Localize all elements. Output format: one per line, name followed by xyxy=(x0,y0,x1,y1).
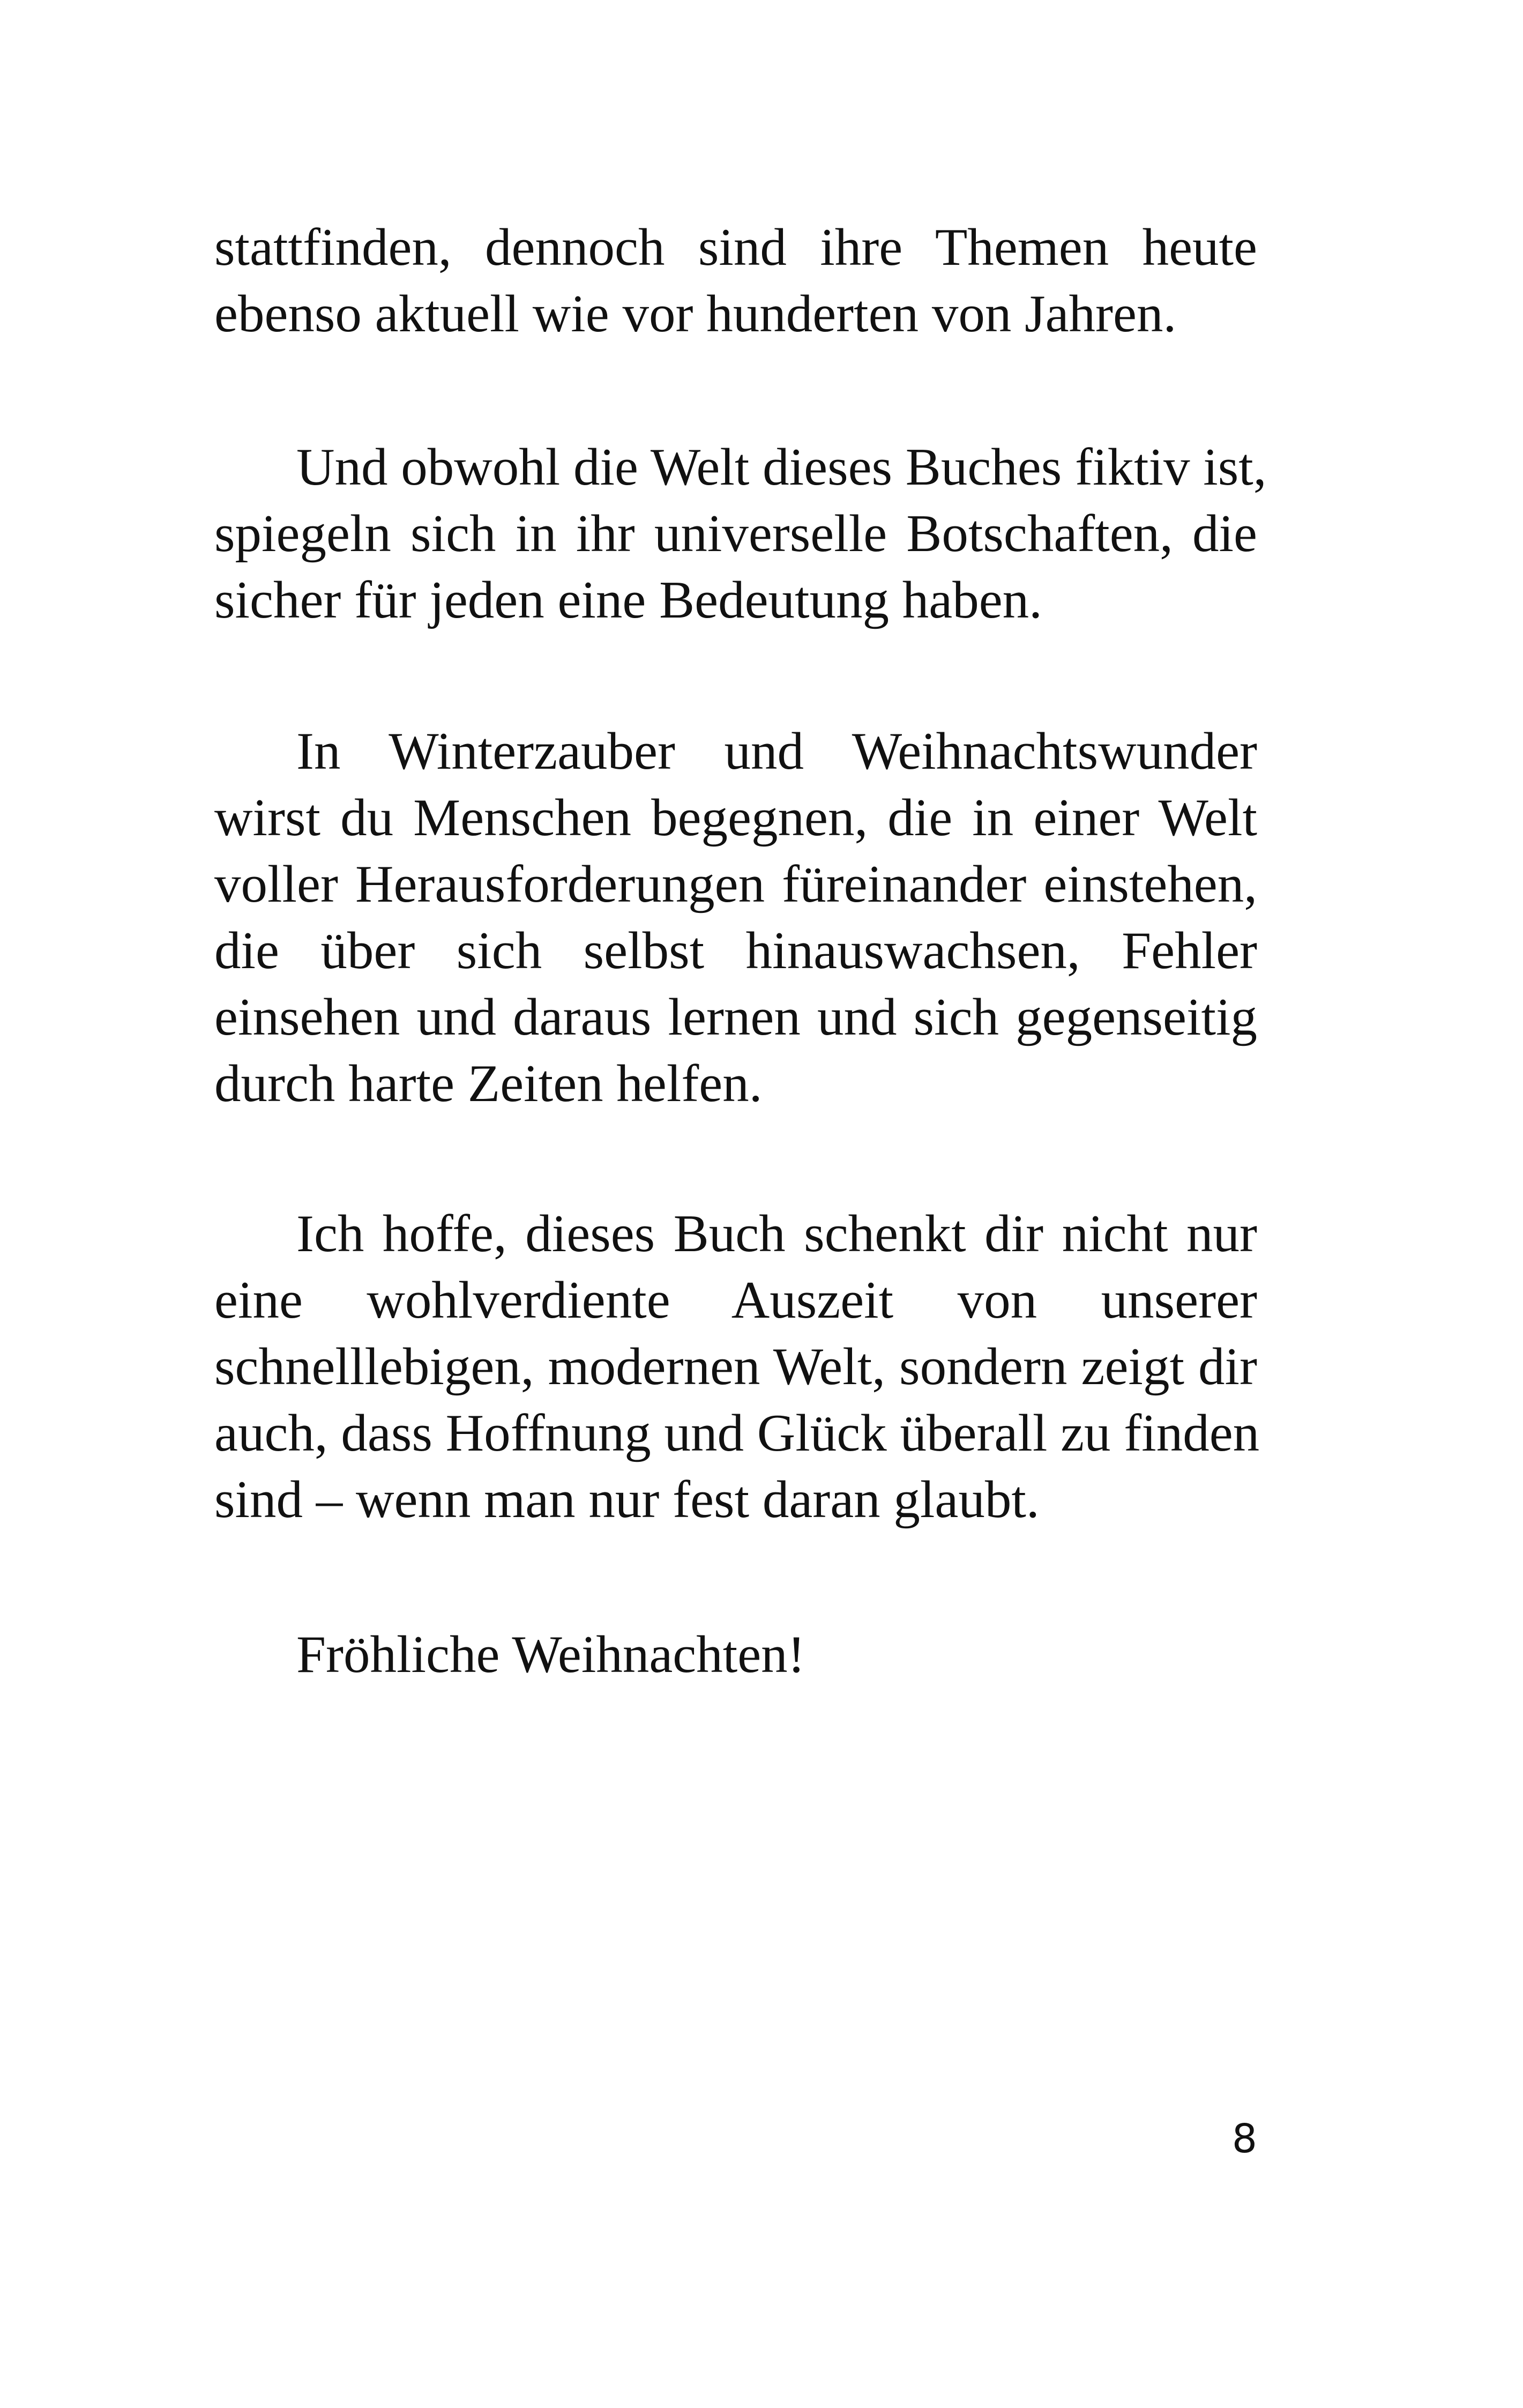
closing-greeting: Fröhliche Weihnachten! xyxy=(296,1625,805,1684)
paragraph-5 xyxy=(214,1622,1257,1688)
text-line: stattfinden, dennoch sind ihre Themen heute xyxy=(214,218,1257,277)
text-line: einsehen und daraus lernen und sich gegenseitig xyxy=(214,988,1257,1046)
text-line: eine wohlverdiente Auszeit von unserer xyxy=(214,1271,1257,1329)
text-line: auch, dass Hoffnung und Glück überall zu finden xyxy=(214,1404,1260,1462)
text-line: sind – wenn man nur fest daran glaubt. xyxy=(214,1470,1040,1529)
paragraph-1 xyxy=(214,214,1257,347)
paragraph-3 xyxy=(214,718,1257,1117)
page-number: 8 xyxy=(1231,2116,1257,2162)
text-line: voller Herausforderungen füreinander einstehen, xyxy=(214,855,1257,913)
text-line: schnelllebigen, modernen Welt, sondern zeigt dir xyxy=(214,1337,1257,1396)
paragraph-4 xyxy=(214,1201,1260,1533)
text-line: ebenso aktuell wie vor hunderten von Jahren. xyxy=(214,285,1177,343)
text-line: Ich hoffe, dieses Buch schenkt dir nicht nur xyxy=(296,1205,1257,1263)
text-line: sicher für jeden eine Bedeutung haben. xyxy=(214,571,1042,629)
text-line: durch harte Zeiten helfen. xyxy=(214,1054,763,1113)
text-line: die über sich selbst hinauswachsen, Fehler xyxy=(214,921,1257,980)
text-line: spiegeln sich in ihr universelle Botschaften, die xyxy=(214,504,1257,563)
paragraph-2 xyxy=(214,434,1267,634)
text-line: wirst du Menschen begegnen, die in einer Welt xyxy=(214,789,1257,847)
text-line: In Winterzauber und Weihnachtswunder xyxy=(296,722,1257,781)
text-line: Und obwohl die Welt dieses Buches fiktiv ist, xyxy=(296,438,1267,496)
